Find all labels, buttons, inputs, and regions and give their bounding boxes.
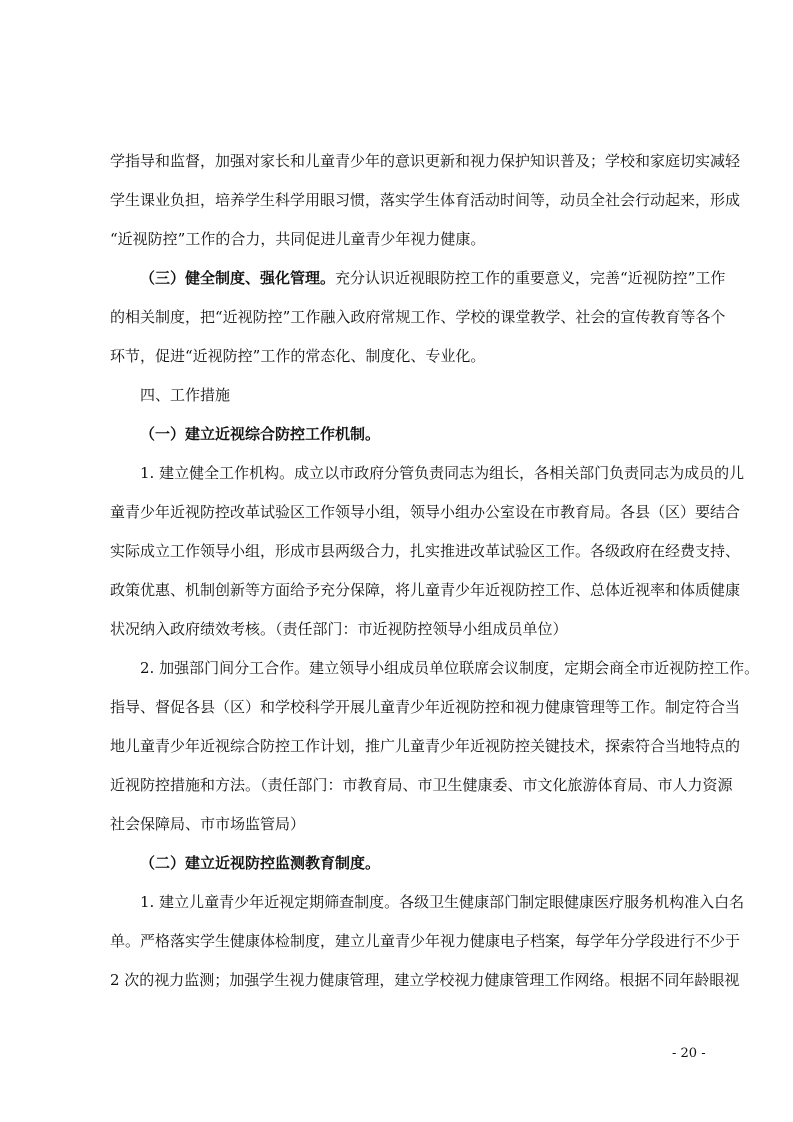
section-3-first-line <box>140 268 726 288</box>
paragraph-line: 学指导和监督，加强对家长和儿童青少年的意识更新和视力保护知识普及；学校和家庭切实减轻 <box>110 152 741 170</box>
paragraph-line: 2. 加强部门间分工合作。建立领导小组成员单位联席会议制度，定期会商全市近视防控工作。 <box>140 659 760 677</box>
sub-2-title: （二）建立近视防控监测教育制度。 <box>140 854 381 872</box>
section-3-text: 充分认识近视眼防控工作的重要意义，完善“近视防控”工作 <box>335 269 726 287</box>
paragraph-line: 地儿童青少年近视综合防控工作计划，推广儿童青少年近视防控关键技术，探索符合当地特点的 <box>110 737 741 755</box>
paragraph-line: 的相关制度，把“近视防控”工作融入政府常规工作、学校的课堂教学、社会的宣传教育等各个 <box>110 308 726 326</box>
paragraph-line: “近视防控”工作的合力，共同促进儿童青少年视力健康。 <box>110 230 486 248</box>
paragraph-line: 社会保障局、市市场监管局） <box>110 815 306 833</box>
paragraph-line: 单。严格落实学生健康体检制度，建立儿童青少年视力健康电子档案，每学年分学段进行不少于 <box>110 932 741 950</box>
paragraph-line: 实际成立工作领导小组，形成市县两级合力，扎实推进改革试验区工作。各级政府在经费支持、 <box>110 542 741 560</box>
section-3-heading: （三）健全制度、强化管理。 <box>140 269 336 287</box>
paragraph-line: 2 次的视力监测；加强学生视力健康管理，建立学校视力健康管理工作网络。根据不同年龄眼视 <box>110 971 740 989</box>
paragraph-line: 童青少年近视防控改革试验区工作领导小组，领导小组办公室设在市教育局。各县（区）要结合 <box>110 503 741 521</box>
page-number: - 20 - <box>672 1046 706 1061</box>
paragraph-line: 近视防控措施和方法。（责任部门：市教育局、市卫生健康委、市文化旅游体育局、市人力资源 <box>110 776 733 794</box>
part-4-title: 四、工作措施 <box>140 386 231 404</box>
paragraph-line: 政策优惠、机制创新等方面给予充分保障，将儿童青少年近视防控工作、总体近视率和体质健康 <box>110 581 741 599</box>
sub-1-title: （一）建立近视综合防控工作机制。 <box>140 425 381 443</box>
paragraph-line: 学生课业负担，培养学生科学用眼习惯，落实学生体育活动时间等，动员全社会行动起来，形成 <box>110 191 741 209</box>
paragraph-line: 1. 建立健全工作机构。成立以市政府分管负责同志为组长，各相关部门负责同志为成员的儿 <box>140 464 745 482</box>
paragraph-line: 状况纳入政府绩效考核。（责任部门：市近视防控领导小组成员单位） <box>110 620 568 638</box>
paragraph-line: 环节，促进“近视防控”工作的常态化、制度化、专业化。 <box>110 347 486 365</box>
paragraph-line: 指导、督促各县（区）和学校科学开展儿童青少年近视防控和视力健康管理等工作。制定符合当 <box>110 698 741 716</box>
paragraph-line: 1. 建立儿童青少年近视定期筛查制度。各级卫生健康部门制定眼健康医疗服务机构准入白名 <box>140 893 745 911</box>
